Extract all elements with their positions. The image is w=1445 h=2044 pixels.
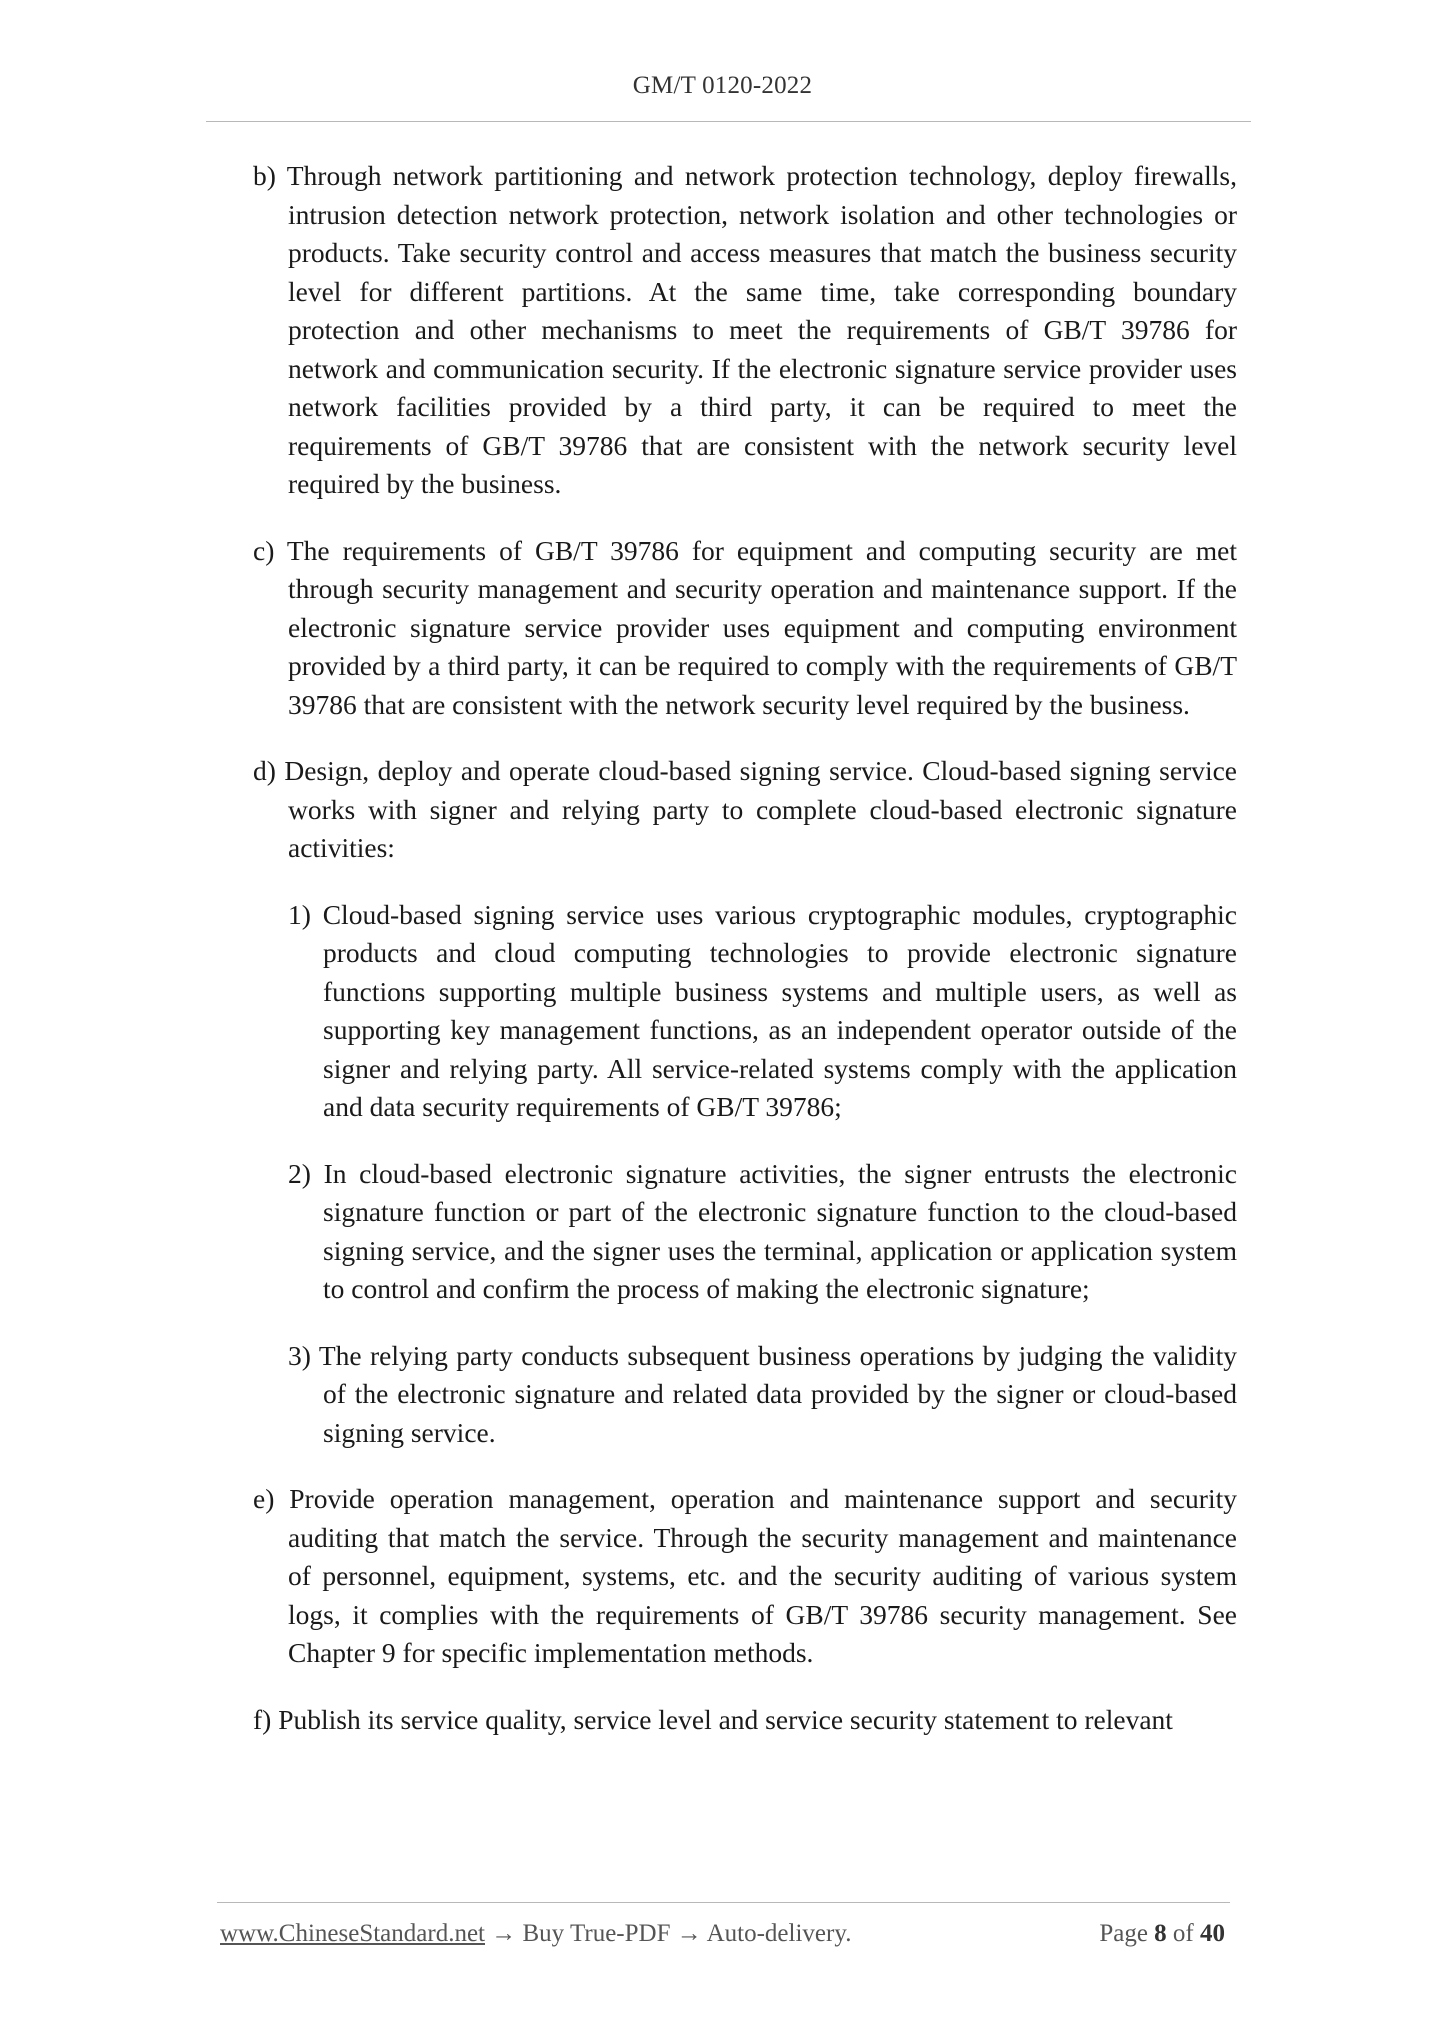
page-label: Page bbox=[1099, 1920, 1148, 1947]
page-total: 40 bbox=[1200, 1920, 1225, 1947]
arrow-right-icon: → bbox=[491, 1920, 517, 1947]
sub-list-d bbox=[288, 896, 1237, 1453]
list-item-c: c) The requirements of GB/T 39786 for equipment and computing security are met through security management and security operation and maintenance support. If the electronic signature service provider uses equipment and computing environment provided by a third party, it can be required to comply with the requirements of GB/T 39786 that are consistent with the network security level required by the business. bbox=[253, 534, 1237, 720]
page-of-label: of bbox=[1172, 1920, 1194, 1947]
page-header-doc-code: GM/T 0120-2022 bbox=[632, 72, 813, 99]
sub-list-item-3: 3) The relying party conducts subsequent business operations by judging the validity of the electronic signature and related data provided by the signer or cloud-based signing service. bbox=[288, 1339, 1237, 1448]
page-current: 8 bbox=[1154, 1920, 1167, 1947]
header-divider bbox=[206, 121, 1251, 122]
list-item-e: e) Provide operation management, operation and maintenance support and security auditing that match the service. Through the security management and maintenance of personnel, equipment, systems, etc. and the security auditing of various system logs, it complies with the requirements of GB/T 39786 security management. See Chapter 9 for specific implementation methods. bbox=[253, 1483, 1237, 1668]
list-item-d: d) Design, deploy and operate cloud-based signing service. Cloud-based signing service works with signer and relying party to complete cloud-based electronic signature activities: bbox=[253, 755, 1237, 863]
footer-divider bbox=[217, 1902, 1230, 1903]
list-item-b: b) Through network partitioning and network protection technology, deploy firewalls, intrusion detection network protection, network isolation and other technologies or products. Take security control and access measures that match the business security level for different partitions. At the same time, take corresponding boundary protection and other mechanisms to meet the requirements of GB/T 39786 for network and communication security. If the electronic signature service provider uses network facilities provided by a third party, it can be required to meet the requirements of GB/T 39786 that are consistent with the network security level required by the business. bbox=[253, 160, 1237, 499]
sub-list-item-2: 2) In cloud-based electronic signature activities, the signer entrusts the electronic signature function or part of the electronic signature function to the cloud-based signing service, and the signer uses the terminal, application or application system to control and confirm the process of making the electronic signature; bbox=[288, 1157, 1237, 1304]
buy-true-pdf-text: Buy True-PDF bbox=[522, 1920, 671, 1947]
auto-delivery-text: Auto-delivery. bbox=[706, 1920, 852, 1947]
sub-list-item-1: 1) Cloud-based signing service uses various cryptographic modules, cryptographic products and cloud computing technologies to provide electronic signature functions supporting multiple business systems and multiple users, as well as supporting key management functions, as an independent operator outside of the signer and relying party. All service-related systems comply with the application and data security requirements of GB/T 39786; bbox=[288, 898, 1237, 1122]
page-number bbox=[1099, 1920, 1225, 1948]
page-body bbox=[253, 157, 1237, 1739]
list-item-f: f) Publish its service quality, service level and service security statement to relevant bbox=[253, 1703, 1173, 1735]
chinesestandard-link[interactable]: www.ChineseStandard.net bbox=[220, 1920, 485, 1947]
arrow-right-icon: → bbox=[676, 1920, 702, 1947]
footer-promo bbox=[220, 1920, 851, 1948]
